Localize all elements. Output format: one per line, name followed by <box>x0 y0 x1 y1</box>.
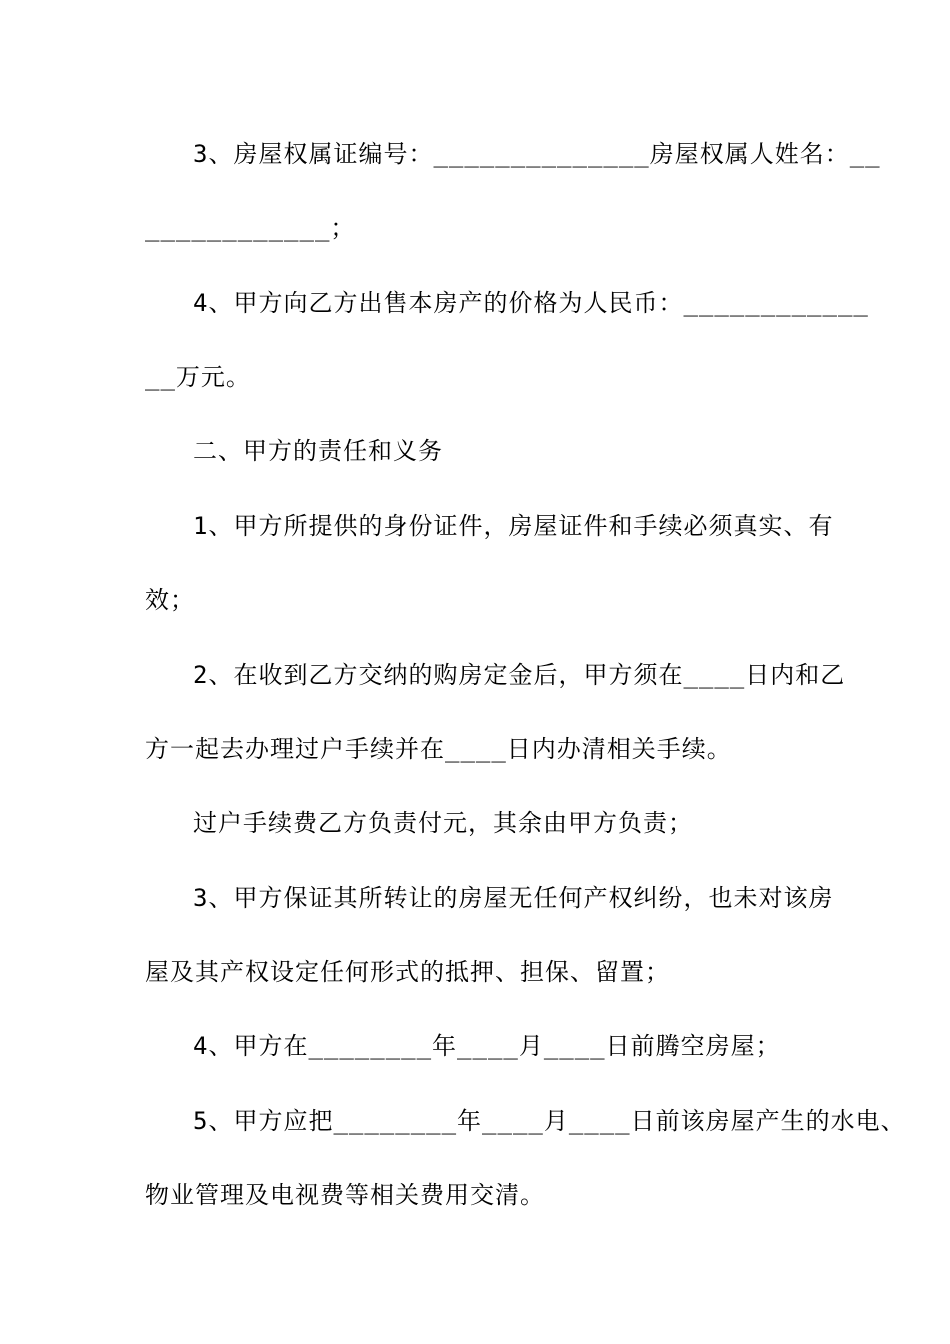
clause-2-5-line-1: 5、甲方应把________年____月____日前该房屋产生的水电、 <box>193 1107 906 1135</box>
clause-2-5-line-2: 物业管理及电视费等相关费用交清。 <box>145 1181 545 1209</box>
clause-1-4-line-1: 4、甲方向乙方出售本房产的价格为人民币：____________ <box>193 289 869 317</box>
clause-2-2-line-1: 2、在收到乙方交纳的购房定金后，甲方须在____日内和乙 <box>193 661 846 689</box>
clause-1-4-line-2: __万元。 <box>145 363 251 391</box>
transfer-fee-line: 过户手续费乙方负责付元，其余由甲方负责； <box>193 809 693 837</box>
clause-2-1-line-2: 效； <box>145 586 195 614</box>
clause-2-3-line-1: 3、甲方保证其所转让的房屋无任何产权纠纷，也未对该房 <box>193 884 834 912</box>
clause-2-3-line-2: 屋及其产权设定任何形式的抵押、担保、留置； <box>145 958 670 986</box>
section-heading-2: 二、甲方的责任和义务 <box>193 437 443 465</box>
clause-2-1-line-1: 1、甲方所提供的身份证件，房屋证件和手续必须真实、有 <box>193 512 834 540</box>
clause-2-2-line-2: 方一起去办理过户手续并在____日内办清相关手续。 <box>145 735 732 763</box>
clause-1-3-line-2: ____________； <box>145 214 356 242</box>
clause-2-4-line: 4、甲方在________年____月____日前腾空房屋； <box>193 1032 781 1060</box>
clause-1-3-line-1: 3、房屋权属证编号：______________房屋权属人姓名：__ <box>193 140 881 168</box>
